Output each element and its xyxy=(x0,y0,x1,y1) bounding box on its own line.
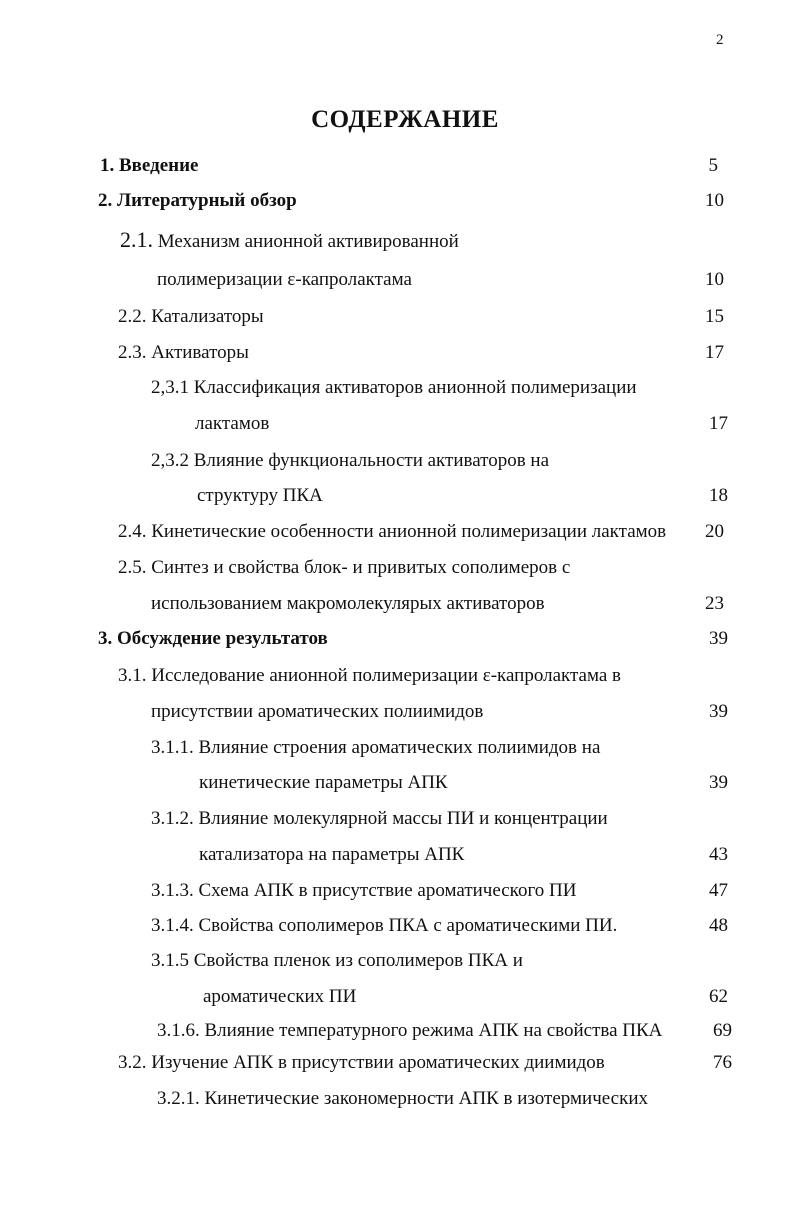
toc-entry-2-3-page: 17 xyxy=(705,342,724,363)
toc-entry-3-1-6-page: 69 xyxy=(713,1020,732,1041)
toc-entry-3-1-page: 39 xyxy=(709,701,728,722)
toc-entry-2-1-number: 2.1. xyxy=(120,227,153,252)
toc-entry-2-1-text: Механизм анионной активированной xyxy=(153,231,459,252)
toc-entry-3-title: 3. Обсуждение результатов xyxy=(98,628,328,649)
toc-entry-3-1-3-page: 47 xyxy=(709,880,728,901)
toc-entry-3-1-4-page: 48 xyxy=(709,915,728,936)
toc-entry-2-3-2-page: 18 xyxy=(709,485,728,506)
toc-entry-3-1-4-title: 3.1.4. Свойства сополимеров ПКА с ароматическими ПИ. xyxy=(151,915,618,936)
toc-entry-3-2-page: 76 xyxy=(713,1052,732,1073)
toc-entry-2-3-title: 2.3. Активаторы xyxy=(118,342,249,363)
toc-entry-3-1-2-title: 3.1.2. Влияние молекулярной массы ПИ и концентрации xyxy=(151,808,608,829)
toc-entry-3-1-title-cont: присутствии ароматических полиимидов xyxy=(151,701,484,722)
toc-entry-3-1-1-page: 39 xyxy=(709,772,728,793)
toc-entry-3-1-1-title-cont: кинетические параметры АПК xyxy=(199,772,448,793)
toc-entry-2-5-title-cont: использованием макромолекулярых активаторов xyxy=(151,593,545,614)
toc-entry-2-1-title-cont: полимеризации ε-капролактама xyxy=(157,269,412,290)
toc-entry-2-5-title: 2.5. Синтез и свойства блок- и привитых сополимеров с xyxy=(118,557,571,578)
toc-entry-3-1-2-title-cont: катализатора на параметры АПК xyxy=(199,844,465,865)
page-title: СОДЕРЖАНИЕ xyxy=(311,106,499,133)
toc-entry-2-4-page: 20 xyxy=(705,521,724,542)
toc-entry-1-page: 5 xyxy=(708,155,718,176)
toc-entry-3-1-5-page: 62 xyxy=(709,986,728,1007)
toc-entry-3-2-1-title: 3.2.1. Кинетические закономерности АПК в изотермических xyxy=(157,1088,648,1109)
toc-entry-2-2-title: 2.2. Катализаторы xyxy=(118,306,264,327)
page-number: 2 xyxy=(716,32,724,48)
toc-entry-2-2-page: 15 xyxy=(705,306,724,327)
toc-entry-3-1-title: 3.1. Исследование анионной полимеризации ε-капролактама в xyxy=(118,665,622,686)
toc-entry-2-3-2-title-cont: структуру ПКА xyxy=(197,485,323,506)
toc-entry-2-3-1-title-cont: лактамов xyxy=(195,413,270,434)
toc-entry-3-2-title: 3.2. Изучение АПК в присутствии ароматических диимидов xyxy=(118,1052,605,1073)
toc-entry-2-3-2-title: 2,3.2 Влияние функциональности активаторов на xyxy=(151,450,550,471)
toc-entry-3-1-6-title: 3.1.6. Влияние температурного режима АПК на свойства ПКА xyxy=(157,1020,663,1041)
toc-entry-3-1-1-title: 3.1.1. Влияние строения ароматических полиимидов на xyxy=(151,737,601,758)
toc-entry-1-title: 1. Введение xyxy=(100,155,199,176)
toc-entry-2-5-page: 23 xyxy=(705,593,724,614)
toc-entry-3-page: 39 xyxy=(709,628,728,649)
toc-entry-2-page: 10 xyxy=(705,190,724,211)
toc-entry-3-1-3-title: 3.1.3. Схема АПК в присутствие ароматического ПИ xyxy=(151,880,577,901)
toc-entry-2-title: 2. Литературный обзор xyxy=(98,190,297,211)
toc-entry-3-1-2-page: 43 xyxy=(709,844,728,865)
toc-entry-2-4-title: 2.4. Кинетические особенности анионной полимеризации лактамов xyxy=(118,521,667,542)
toc-entry-2-3-1-page: 17 xyxy=(709,413,728,434)
toc-entry-3-1-5-title: 3.1.5 Свойства пленок из сополимеров ПКА и xyxy=(151,950,523,971)
toc-entry-2-1-page: 10 xyxy=(705,269,724,290)
toc-entry-2-3-1-title: 2,3.1 Классификация активаторов анионной полимеризации xyxy=(151,377,637,398)
toc-entry-3-1-5-title-cont: ароматических ПИ xyxy=(203,986,357,1007)
toc-entry-2-1-title xyxy=(120,228,459,254)
